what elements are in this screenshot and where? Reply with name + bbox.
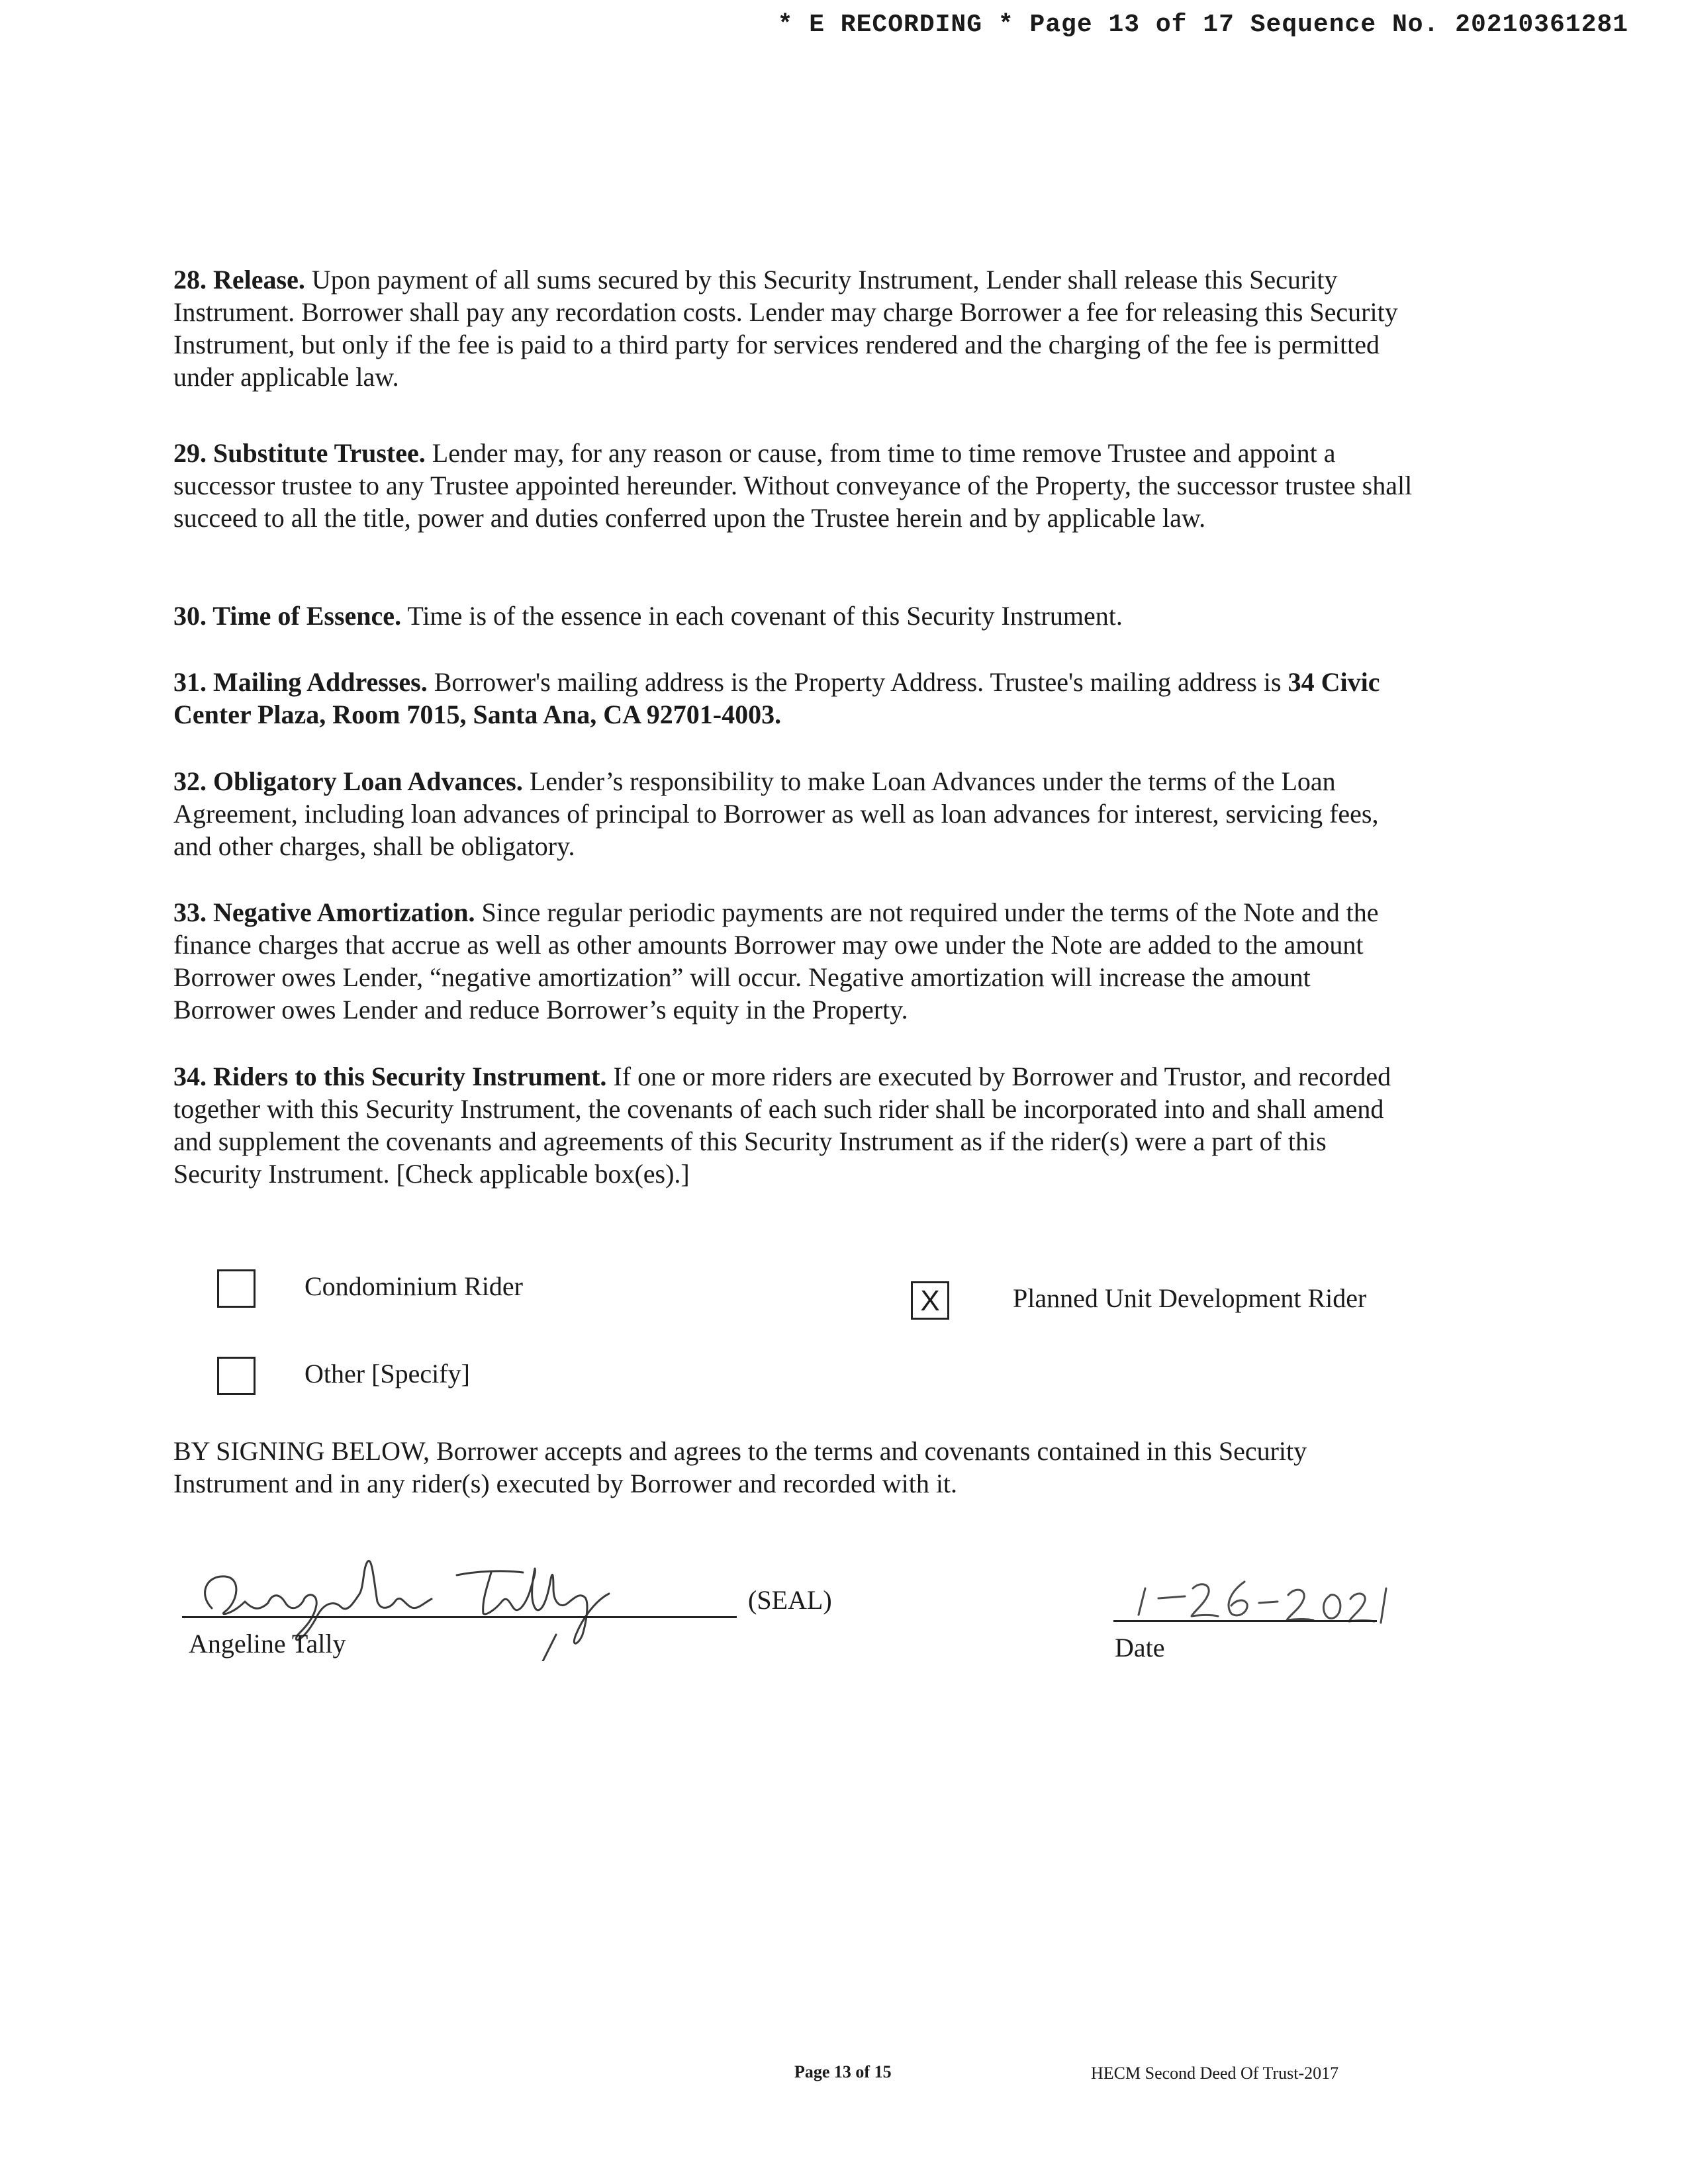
- section-heading: 31. Mailing Addresses.: [173, 667, 428, 697]
- section-body: Lender’s responsibility to make Loan Advances under the terms of the Loan Agreement, including loan advances of principal to Borrower as well as loan advances for interest, servicing fees, and other charges, shall be obligatory.: [173, 766, 1379, 861]
- section-30-time-of-essence: [173, 600, 1418, 632]
- borrower-name: Angeline Tally: [189, 1629, 346, 1659]
- section-body: Since regular periodic payments are not required under the terms of the Note and the finance charges that accrue as well as other amounts Borrower may owe under the Note are added to the amount Borrower owes Lender, “negative amortization” will occur. Negative amortization will increase the amount Borrower owes Lender and reduce Borrower’s equity in the Property.: [173, 897, 1379, 1024]
- section-heading: 28. Release.: [173, 265, 305, 295]
- section-body: Upon payment of all sums secured by this Security Instrument, Lender shall release this Security Instrument. Borrower shall pay any recordation costs. Lender may charge Borrower a fee for releasing this Security Instrument, but only if the fee is paid to a third party for services rendered and the charging of the fee is permitted under applicable law.: [173, 265, 1398, 392]
- section-33-negative-amortization: [173, 896, 1418, 1026]
- handwritten-date: [1119, 1562, 1403, 1635]
- condominium-rider-checkbox[interactable]: [217, 1269, 256, 1308]
- trustee-address: 34 Civic Center Plaza, Room 7015, Santa Ana, CA 92701-4003.: [173, 667, 1380, 729]
- other-rider-label: Other [Specify]: [305, 1359, 470, 1388]
- section-34-riders: [173, 1060, 1418, 1190]
- section-body: Time is of the essence in each covenant of this Security Instrument.: [401, 601, 1123, 631]
- form-name: HECM Second Deed Of Trust-2017: [1091, 2064, 1339, 2083]
- section-heading: 29. Substitute Trustee.: [173, 438, 426, 468]
- signature-line: [182, 1616, 737, 1618]
- section-body: Lender may, for any reason or cause, from time to time remove Trustee and appoint a successor trustee to any Trustee appointed hereunder. Without conveyance of the Property, the successor trustee shall succeed to all the title, power and duties conferred upon the Trustee herein and by applicable law.: [173, 438, 1413, 533]
- page-number: Page 13 of 15: [794, 2062, 892, 2081]
- pud-rider-checkbox[interactable]: X: [911, 1281, 949, 1320]
- section-29-substitute-trustee: [173, 437, 1418, 534]
- condominium-rider-label: Condominium Rider: [305, 1271, 523, 1301]
- seal-label: (SEAL): [748, 1585, 832, 1615]
- section-body: Borrower's mailing address is the Property Address. Trustee's mailing address is: [427, 667, 1288, 697]
- other-rider-checkbox[interactable]: [217, 1357, 256, 1395]
- section-heading: 30. Time of Essence.: [173, 601, 402, 631]
- section-28-release: [173, 263, 1418, 393]
- section-heading: 32. Obligatory Loan Advances.: [173, 766, 523, 796]
- section-heading: 34. Riders to this Security Instrument.: [173, 1062, 607, 1091]
- signing-statement: BY SIGNING BELOW, Borrower accepts and agrees to the terms and covenants contained in this Security Instrument and in any rider(s) executed by Borrower and recorded with it.: [173, 1436, 1307, 1498]
- date-line: [1113, 1620, 1377, 1622]
- pud-rider-label: Planned Unit Development Rider: [1013, 1283, 1367, 1313]
- section-32-obligatory-loan-advances: [173, 765, 1418, 862]
- section-31-mailing-addresses: [173, 666, 1418, 731]
- section-body: If one or more riders are executed by Borrower and Trustor, and recorded together with this Security Instrument, the covenants of each such rider shall be incorporated into and shall amend and supplement the covenants and agreements of this Security Instrument as if the rider(s) were a part of this Security Instrument. [Check applicable box(es).]: [173, 1062, 1391, 1189]
- recording-header: * E RECORDING * Page 13 of 17 Sequence No. 20210361281: [777, 11, 1628, 39]
- date-label: Date: [1115, 1633, 1165, 1662]
- section-heading: 33. Negative Amortization.: [173, 897, 475, 927]
